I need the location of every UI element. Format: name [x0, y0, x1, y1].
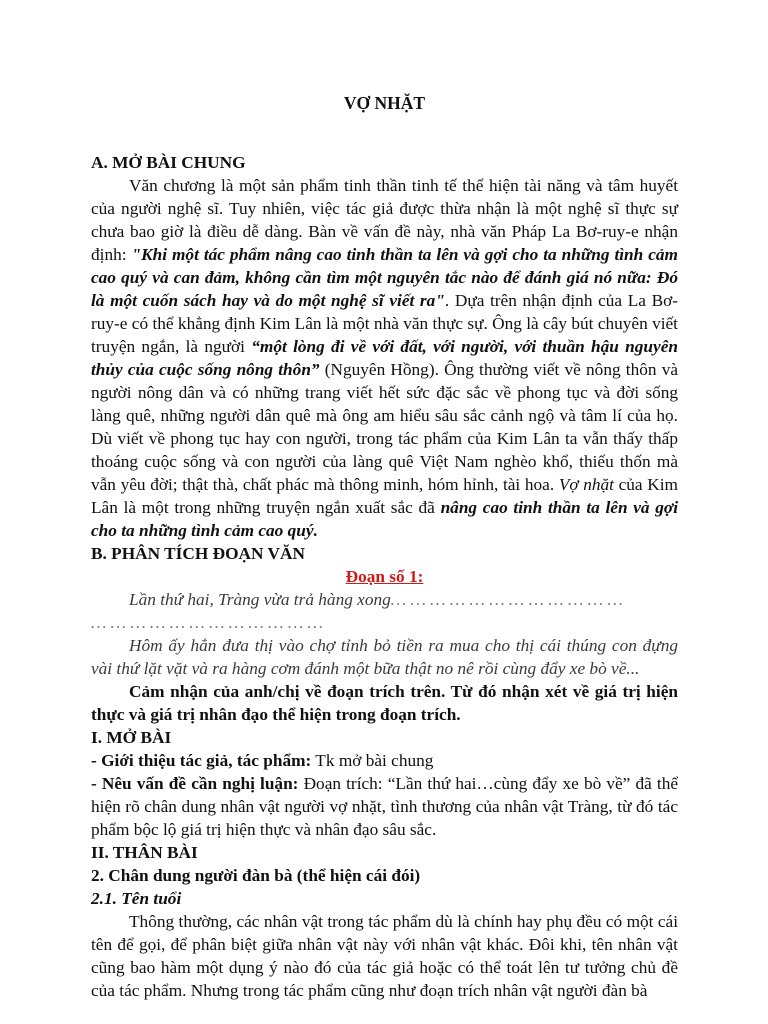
intro-quote-2: “một lòng đi về với đất, với người, với thuần hậu nguyên thủy của cuộc sống nông thôn”: [91, 337, 678, 379]
task-prompt: Cảm nhận của anh/chị về đoạn trích trên. Từ đó nhận xét về giá trị hiện thực và giá trị nhân đạo thể hiện trong đoạn trích.: [91, 682, 678, 724]
heading-chan-dung: 2. Chân dung người đàn bà (thể hiện cái đói): [91, 866, 421, 885]
paragraph-ten-tuoi: Thông thường, các nhân vật trong tác phẩm dù là chính hay phụ đều có một cái tên để gọi, để phân biệt giữa nhân vật này với nhân vật khác. Đôi khi, tên nhân vật cũng bao hàm một dụng ý nào đó của tác giả hoặc có thể toát lên tư tưởng chủ đề của tác phẩm. Nhưng trong tác phẩm cũng như đoạn trích nhân vật người đàn bà: [91, 912, 678, 1000]
intro-text-4: của Kim Lân là một trong những truyện ngắn xuất sắc đã: [91, 475, 678, 517]
intro-quote-1: "Khi một tác phẩm nâng cao tinh thần ta lên và gợi cho ta những tình cảm cao quý và can đảm, không cần tìm một nguyên tắc nào để đánh giá nó nữa: Đó là một cuốn sách hay và do một nghệ sĩ viết ra": [91, 245, 678, 310]
excerpt-text-1: Lần thứ hai, Tràng vừa trả hàng xong: [129, 590, 391, 609]
heading-mo-bai: I. MỞ BÀI: [91, 728, 172, 747]
bullet-issue-text: Đoạn trích: “Lần thứ hai…cùng đẩy xe bò về” đã thể hiện rõ chân dung nhân vật người vợ nhặt, tình thương của nhân vật Tràng, từ đó tác phẩm bộc lộ giá trị hiện thực và nhân đạo sâu sắc.: [91, 774, 679, 839]
bullet-author-text: Tk mở bài chung: [311, 751, 434, 770]
excerpt-line-3: Hôm ấy hắn đưa thị vào chợ tỉnh bỏ tiền ra mua cho thị cái thúng con đựng vài thứ lặt vặt và ra hàng cơm đánh một bữa thật no nê rồi cùng đẩy xe bò về...: [91, 636, 678, 678]
intro-text-2: . Dựa trên nhận định của La Bơ-ruy-e có thể khẳng định Kim Lân là một nhà văn thực sự. Ông là cây bút chuyên viết truyện ngắn, là người: [91, 291, 679, 356]
intro-quote-3: nâng cao tinh thần ta lên và gợi cho ta những tình cảm cao quý.: [91, 498, 678, 540]
bullet-author-label: - Giới thiệu tác giả, tác phẩm:: [91, 751, 312, 770]
excerpt-number: Đoạn số 1:: [345, 567, 424, 586]
document-title: VỢ NHẶT: [343, 93, 426, 113]
excerpt-line-2: [91, 611, 678, 634]
heading-ten-tuoi: 2.1. Tên tuổi: [91, 889, 182, 908]
section-a-heading: A. MỞ BÀI CHUNG: [91, 153, 246, 172]
bullet-issue: [91, 772, 678, 841]
document-body: [91, 92, 678, 1002]
excerpt-ellipsis-1: … … … … … … … … … … … …: [390, 590, 623, 609]
intro-work-title: Vợ nhặt: [558, 475, 614, 494]
section-b-heading: B. PHÂN TÍCH ĐOẠN VĂN: [91, 544, 305, 563]
intro-paragraph: [91, 174, 678, 542]
bullet-author-work: [91, 749, 678, 772]
bullet-issue-label: - Nêu vấn đề cần nghị luận:: [91, 774, 299, 793]
heading-than-bai: II. THÂN BÀI: [91, 843, 198, 862]
excerpt-number-line: [91, 565, 678, 588]
intro-text-1: Văn chương là một sản phẩm tinh thần tinh tế thể hiện tài năng và tâm huyết của người nghệ sĩ. Tuy nhiên, việc tác giả được thừa nhận là một nghệ sĩ thực sự chưa bao giờ là điều dễ dàng. Bàn về vấn đề này, nhà văn Pháp La Bơ-ruy-e nhận định:: [91, 176, 678, 264]
excerpt-ellipsis-2: … … … … … … … … … … … …: [91, 613, 323, 632]
excerpt-line-1: [91, 588, 678, 611]
intro-text-3: (Nguyên Hồng). Ông thường viết về nông thôn và người nông dân và có những trang viết hết sức đặc sắc về phong tục và đời sống làng quê, những người dân quê mà ông am hiểu sâu sắc cảnh ngộ và tâm lí của họ. Dù viết về phong tục hay con người, trong tác phẩm của Kim Lân ta vẫn thấy thấp thoáng cuộc sống và con người của làng quê Việt Nam nghèo khổ, thiếu thốn mà vẫn yêu đời; thật thà, chất phác mà thông minh, hóm hỉnh, tài hoa.: [91, 360, 679, 494]
